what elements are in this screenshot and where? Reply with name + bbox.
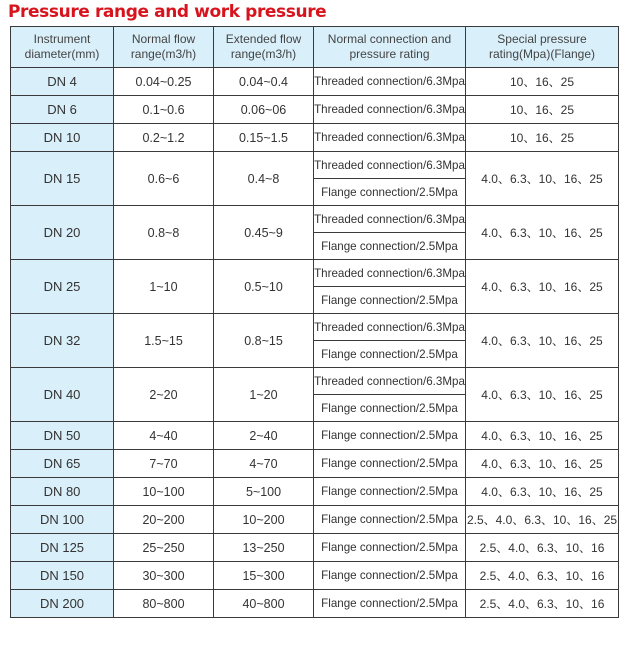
connection-cell: Flange connection/2.5Mpa bbox=[314, 287, 466, 314]
normal-flow-cell: 10~100 bbox=[114, 478, 214, 506]
extended-flow-cell: 4~70 bbox=[214, 450, 314, 478]
connection-cell: Flange connection/2.5Mpa bbox=[314, 341, 466, 368]
table-row bbox=[11, 534, 619, 562]
header-normal-connection: Normal connection and pressure rating bbox=[314, 27, 466, 68]
extended-flow-cell: 0.45~9 bbox=[214, 206, 314, 260]
extended-flow-cell: 15~300 bbox=[214, 562, 314, 590]
table-row bbox=[11, 124, 619, 152]
connection-cell: Threaded connection/6.3Mpa bbox=[314, 260, 466, 287]
diameter-cell: DN 25 bbox=[11, 260, 114, 314]
table-row bbox=[11, 450, 619, 478]
diameter-cell: DN 40 bbox=[11, 368, 114, 422]
extended-flow-cell: 1~20 bbox=[214, 368, 314, 422]
special-pressure-cell: 2.5、4.0、6.3、10、16 bbox=[466, 562, 619, 590]
normal-flow-cell: 25~250 bbox=[114, 534, 214, 562]
table-row bbox=[11, 314, 619, 341]
extended-flow-cell: 0.06~06 bbox=[214, 96, 314, 124]
connection-cell: Flange connection/2.5Mpa bbox=[314, 534, 466, 562]
extended-flow-cell: 0.15~1.5 bbox=[214, 124, 314, 152]
normal-flow-cell: 20~200 bbox=[114, 506, 214, 534]
connection-cell: Threaded connection/6.3Mpa bbox=[314, 68, 466, 96]
normal-flow-cell: 0.1~0.6 bbox=[114, 96, 214, 124]
page-title: Pressure range and work pressure bbox=[8, 2, 327, 22]
header-special-pressure: Special pressure rating(Mpa)(Flange) bbox=[466, 27, 619, 68]
special-pressure-cell: 2.5、4.0、6.3、10、16、25 bbox=[466, 506, 619, 534]
special-pressure-cell: 10、16、25 bbox=[466, 68, 619, 96]
extended-flow-cell: 2~40 bbox=[214, 422, 314, 450]
table-row bbox=[11, 152, 619, 179]
connection-cell: Flange connection/2.5Mpa bbox=[314, 450, 466, 478]
extended-flow-cell: 10~200 bbox=[214, 506, 314, 534]
extended-flow-cell: 5~100 bbox=[214, 478, 314, 506]
connection-cell: Flange connection/2.5Mpa bbox=[314, 422, 466, 450]
normal-flow-cell: 0.6~6 bbox=[114, 152, 214, 206]
special-pressure-cell: 4.0、6.3、10、16、25 bbox=[466, 314, 619, 368]
connection-cell: Flange connection/2.5Mpa bbox=[314, 233, 466, 260]
normal-flow-cell: 1~10 bbox=[114, 260, 214, 314]
diameter-cell: DN 15 bbox=[11, 152, 114, 206]
extended-flow-cell: 13~250 bbox=[214, 534, 314, 562]
special-pressure-cell: 4.0、6.3、10、16、25 bbox=[466, 260, 619, 314]
table-row bbox=[11, 422, 619, 450]
special-pressure-cell: 4.0、6.3、10、16、25 bbox=[466, 450, 619, 478]
diameter-cell: DN 10 bbox=[11, 124, 114, 152]
extended-flow-cell: 0.8~15 bbox=[214, 314, 314, 368]
header-normal-flow: Normal flow range(m3/h) bbox=[114, 27, 214, 68]
special-pressure-cell: 2.5、4.0、6.3、10、16 bbox=[466, 534, 619, 562]
connection-cell: Threaded connection/6.3Mpa bbox=[314, 368, 466, 395]
table-row bbox=[11, 368, 619, 395]
connection-cell: Flange connection/2.5Mpa bbox=[314, 590, 466, 618]
diameter-cell: DN 80 bbox=[11, 478, 114, 506]
table-row bbox=[11, 562, 619, 590]
special-pressure-cell: 2.5、4.0、6.3、10、16 bbox=[466, 590, 619, 618]
diameter-cell: DN 200 bbox=[11, 590, 114, 618]
normal-flow-cell: 2~20 bbox=[114, 368, 214, 422]
table-row bbox=[11, 260, 619, 287]
connection-cell: Threaded connection/6.3Mpa bbox=[314, 314, 466, 341]
normal-flow-cell: 30~300 bbox=[114, 562, 214, 590]
diameter-cell: DN 50 bbox=[11, 422, 114, 450]
special-pressure-cell: 4.0、6.3、10、16、25 bbox=[466, 368, 619, 422]
connection-cell: Flange connection/2.5Mpa bbox=[314, 395, 466, 422]
diameter-cell: DN 32 bbox=[11, 314, 114, 368]
table-header-row bbox=[11, 27, 619, 68]
diameter-cell: DN 65 bbox=[11, 450, 114, 478]
header-extended-flow: Extended flow range(m3/h) bbox=[214, 27, 314, 68]
connection-cell: Flange connection/2.5Mpa bbox=[314, 478, 466, 506]
diameter-cell: DN 6 bbox=[11, 96, 114, 124]
diameter-cell: DN 4 bbox=[11, 68, 114, 96]
table-body bbox=[11, 68, 619, 618]
extended-flow-cell: 0.4~8 bbox=[214, 152, 314, 206]
extended-flow-cell: 0.04~0.4 bbox=[214, 68, 314, 96]
normal-flow-cell: 4~40 bbox=[114, 422, 214, 450]
table-row bbox=[11, 206, 619, 233]
table-row bbox=[11, 478, 619, 506]
header-instrument-diameter: Instrument diameter(mm) bbox=[11, 27, 114, 68]
special-pressure-cell: 4.0、6.3、10、16、25 bbox=[466, 422, 619, 450]
connection-cell: Threaded connection/6.3Mpa bbox=[314, 152, 466, 179]
special-pressure-cell: 4.0、6.3、10、16、25 bbox=[466, 152, 619, 206]
table-row bbox=[11, 68, 619, 96]
extended-flow-cell: 0.5~10 bbox=[214, 260, 314, 314]
normal-flow-cell: 80~800 bbox=[114, 590, 214, 618]
table-row bbox=[11, 590, 619, 618]
connection-cell: Flange connection/2.5Mpa bbox=[314, 179, 466, 206]
connection-cell: Threaded connection/6.3Mpa bbox=[314, 96, 466, 124]
connection-cell: Flange connection/2.5Mpa bbox=[314, 562, 466, 590]
special-pressure-cell: 10、16、25 bbox=[466, 96, 619, 124]
connection-cell: Flange connection/2.5Mpa bbox=[314, 506, 466, 534]
diameter-cell: DN 100 bbox=[11, 506, 114, 534]
normal-flow-cell: 0.8~8 bbox=[114, 206, 214, 260]
normal-flow-cell: 7~70 bbox=[114, 450, 214, 478]
connection-cell: Threaded connection/6.3Mpa bbox=[314, 124, 466, 152]
connection-cell: Threaded connection/6.3Mpa bbox=[314, 206, 466, 233]
diameter-cell: DN 150 bbox=[11, 562, 114, 590]
pressure-table bbox=[10, 26, 619, 618]
normal-flow-cell: 0.04~0.25 bbox=[114, 68, 214, 96]
special-pressure-cell: 4.0、6.3、10、16、25 bbox=[466, 206, 619, 260]
special-pressure-cell: 4.0、6.3、10、16、25 bbox=[466, 478, 619, 506]
extended-flow-cell: 40~800 bbox=[214, 590, 314, 618]
diameter-cell: DN 125 bbox=[11, 534, 114, 562]
special-pressure-cell: 10、16、25 bbox=[466, 124, 619, 152]
diameter-cell: DN 20 bbox=[11, 206, 114, 260]
table-row bbox=[11, 506, 619, 534]
normal-flow-cell: 1.5~15 bbox=[114, 314, 214, 368]
normal-flow-cell: 0.2~1.2 bbox=[114, 124, 214, 152]
table-row bbox=[11, 96, 619, 124]
